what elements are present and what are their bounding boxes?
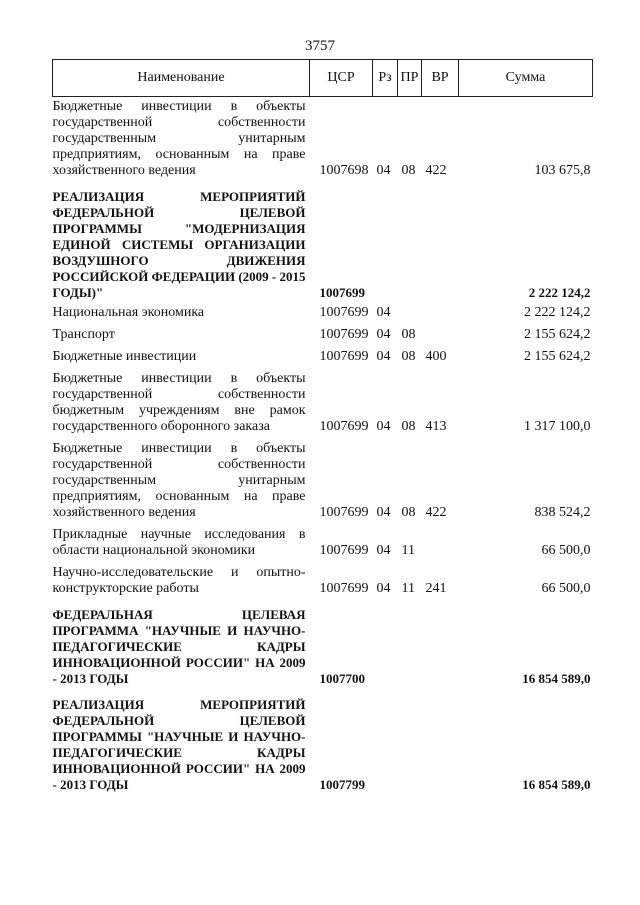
table-row bbox=[53, 607, 593, 687]
row-csr: 1007699 bbox=[319, 285, 365, 300]
row-pr: 08 bbox=[401, 163, 416, 178]
row-csr: 1007699 bbox=[319, 419, 369, 434]
row-csr: 1007699 bbox=[319, 581, 369, 596]
row-sum: 103 675,8 bbox=[534, 163, 591, 178]
table-row bbox=[53, 697, 593, 793]
row-vr: 413 bbox=[425, 419, 447, 434]
row-csr: 1007699 bbox=[319, 305, 369, 320]
table-row bbox=[53, 327, 593, 343]
row-vr bbox=[422, 327, 459, 343]
row-csr: 1007699 bbox=[319, 505, 369, 520]
row-spacer bbox=[53, 179, 593, 189]
row-sum: 2 222 124,2 bbox=[528, 285, 591, 300]
row-csr: 1007698 bbox=[319, 163, 369, 178]
row-name: Бюджетные инвестиции bbox=[52, 349, 197, 364]
row-rz bbox=[373, 189, 398, 301]
row-csr: 1007699 bbox=[319, 327, 369, 342]
row-spacer bbox=[53, 687, 593, 697]
row-name: РЕАЛИЗАЦИЯ МЕРОПРИЯТИЙ ФЕДЕРАЛЬНОЙ ЦЕЛЕВОЙ ПРОГРАММЫ "НАУЧНЫЕ И НАУЧНО-ПЕДАГОГИЧЕСКИЕ КАДРЫ ИННОВАЦИОННОЙ РОССИИ" НА 2009 - 2013 ГОДЫ bbox=[52, 697, 306, 792]
header-sum: Сумма bbox=[459, 60, 593, 97]
row-rz: 04 bbox=[376, 327, 391, 342]
row-name: Прикладные научные исследования в области национальной экономики bbox=[52, 527, 306, 558]
row-name: ФЕДЕРАЛЬНАЯ ЦЕЛЕВАЯ ПРОГРАММА "НАУЧНЫЕ И НАУЧНО-ПЕДАГОГИЧЕСКИЕ КАДРЫ ИННОВАЦИОННОЙ РОССИИ" НА 2009 - 2013 ГОДЫ bbox=[52, 607, 306, 686]
row-rz bbox=[373, 607, 398, 687]
row-vr: 422 bbox=[425, 505, 447, 520]
row-pr bbox=[398, 305, 422, 321]
table-row bbox=[53, 441, 593, 521]
row-name: Национальная экономика bbox=[52, 305, 205, 320]
table-row bbox=[53, 189, 593, 301]
row-name: Бюджетные инвестиции в объекты государственной собственности государственным унитарным предприятиям, основанным на праве хозяйственного ведения bbox=[52, 99, 306, 178]
row-pr: 08 bbox=[401, 349, 416, 364]
table-row bbox=[53, 305, 593, 321]
row-name: Бюджетные инвестиции в объекты государственной собственности бюджетным учреждениям вне рамок государственного оборонного заказа bbox=[52, 371, 306, 434]
header-name: Наименование bbox=[53, 60, 310, 97]
row-vr bbox=[422, 527, 459, 559]
row-pr: 08 bbox=[401, 419, 416, 434]
table-row bbox=[53, 527, 593, 559]
row-sum: 16 854 589,0 bbox=[522, 777, 591, 792]
header-pr: ПР bbox=[398, 60, 422, 97]
row-csr: 1007699 bbox=[319, 349, 369, 364]
row-name: Транспорт bbox=[52, 327, 115, 342]
row-sum: 2 155 624,2 bbox=[524, 327, 591, 342]
row-name: Научно-исследовательские и опытно-конструкторские работы bbox=[52, 565, 306, 596]
row-pr: 11 bbox=[401, 581, 415, 596]
row-spacer bbox=[53, 597, 593, 607]
row-vr bbox=[422, 697, 459, 793]
row-vr bbox=[422, 189, 459, 301]
table-row bbox=[53, 99, 593, 179]
header-csr: ЦСР bbox=[310, 60, 373, 97]
row-sum: 66 500,0 bbox=[541, 543, 591, 558]
row-rz: 04 bbox=[376, 505, 391, 520]
header-rz: Рз bbox=[373, 60, 398, 97]
row-name: Бюджетные инвестиции в объекты государственной собственности государственным унитарным предприятиям, основанным на праве хозяйственного ведения bbox=[52, 441, 306, 520]
page-number: 3757 bbox=[305, 38, 335, 54]
row-sum: 66 500,0 bbox=[541, 581, 591, 596]
row-vr bbox=[422, 305, 459, 321]
row-pr: 08 bbox=[401, 327, 416, 342]
header-vr: ВР bbox=[422, 60, 459, 97]
row-vr bbox=[422, 607, 459, 687]
row-rz bbox=[373, 697, 398, 793]
row-rz: 04 bbox=[376, 581, 391, 596]
table-row bbox=[53, 565, 593, 597]
row-sum: 2 155 624,2 bbox=[524, 349, 591, 364]
row-rz: 04 bbox=[376, 163, 391, 178]
row-sum: 1 317 100,0 bbox=[524, 419, 591, 434]
row-pr bbox=[398, 697, 422, 793]
row-pr: 11 bbox=[401, 543, 415, 558]
budget-table bbox=[52, 59, 593, 793]
table-row bbox=[53, 371, 593, 435]
row-vr: 241 bbox=[425, 581, 447, 596]
row-sum: 2 222 124,2 bbox=[524, 305, 591, 320]
row-csr: 1007699 bbox=[319, 543, 369, 558]
row-pr bbox=[398, 607, 422, 687]
row-sum: 838 524,2 bbox=[534, 505, 591, 520]
row-rz: 04 bbox=[376, 305, 391, 320]
row-name: РЕАЛИЗАЦИЯ МЕРОПРИЯТИЙ ФЕДЕРАЛЬНОЙ ЦЕЛЕВОЙ ПРОГРАММЫ "МОДЕРНИЗАЦИЯ ЕДИНОЙ СИСТЕМЫ ОРГАНИЗАЦИИ ВОЗДУШНОГО ДВИЖЕНИЯ РОССИЙСКОЙ ФЕДЕРАЦИИ (2009 - 2015 ГОДЫ)" bbox=[52, 189, 306, 300]
row-sum: 16 854 589,0 bbox=[522, 671, 591, 686]
table-header-row bbox=[53, 60, 593, 97]
row-vr: 400 bbox=[425, 349, 447, 364]
row-csr: 1007799 bbox=[319, 777, 365, 792]
row-pr: 08 bbox=[401, 505, 416, 520]
row-rz: 04 bbox=[376, 419, 391, 434]
table-row bbox=[53, 349, 593, 365]
row-csr: 1007700 bbox=[319, 671, 365, 686]
row-rz: 04 bbox=[376, 543, 391, 558]
row-vr: 422 bbox=[425, 163, 447, 178]
row-rz: 04 bbox=[376, 349, 391, 364]
row-pr bbox=[398, 189, 422, 301]
